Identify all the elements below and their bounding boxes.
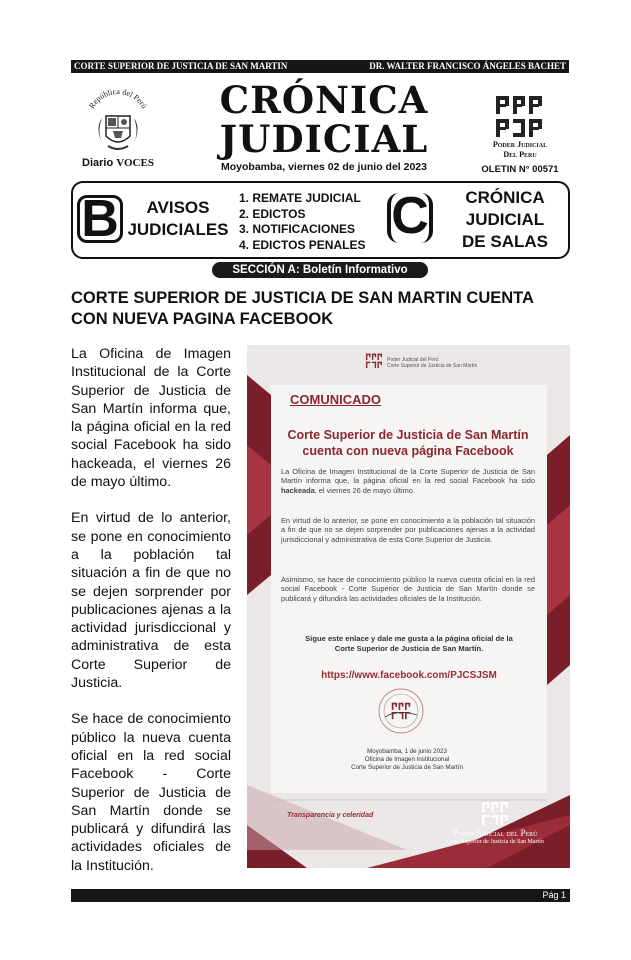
list-item: 4. EDICTOS PENALES xyxy=(239,237,366,252)
flyer-pj-title: Poder Judicial del Perú xyxy=(452,828,538,838)
comunicado-heading: COMUNICADO xyxy=(290,392,381,407)
poder-judicial-logo-icon xyxy=(494,94,544,140)
flyer-para1-text: La Oficina de Imagen Institucional de la Corte Superior de Justicia de San Martín informa que, la página oficial en la red social Facebook ha sido xyxy=(281,467,535,486)
list-item: 2. EDICTOS xyxy=(239,206,306,221)
comunicado-flyer xyxy=(247,345,570,868)
section-b-letter: B xyxy=(77,195,123,243)
flyer-top-logo-icon xyxy=(365,353,383,369)
cronica-judicial-salas xyxy=(445,187,565,253)
flyer-paragraph-2: En virtud de lo anterior, se pone en conocimiento a la población tal situación a fin de que no se dejen sorprender por publicaciones ajenas a la actividad jurisdiccional y administrativa de esta Corte Superior de Justicia. xyxy=(281,516,535,544)
pj-line-2: Del Peru xyxy=(503,150,537,159)
flyer-paragraph-3: Asimismo, se hace de conocimiento público la nueva cuenta oficial en la red social Facebook - Corte Superior de Justicia de San Martín donde se publicará y difundirá las actividades oficiales de la Institución. xyxy=(281,575,535,603)
director-name: DR. WALTER FRANCISCO ÁNGELES BACHET xyxy=(369,61,566,71)
section-c-letter: C xyxy=(387,193,433,243)
sections-box xyxy=(71,181,570,259)
flyer-title xyxy=(283,427,533,459)
facebook-link[interactable]: https://www.facebook.com/PJCSJSM xyxy=(321,670,497,681)
pj-line-1: Poder Judicial xyxy=(492,140,548,149)
list-item: 3. NOTIFICACIONES xyxy=(239,222,356,236)
top-header-bar xyxy=(71,60,569,73)
salas-line-3: DE SALAS xyxy=(462,232,548,251)
article-headline xyxy=(71,288,571,330)
headline-line-2: CON NUEVA PAGINA FACEBOOK xyxy=(71,310,334,328)
svg-text:República del Perú xyxy=(87,88,149,110)
flyer-follow-text xyxy=(287,634,531,654)
section-list xyxy=(239,191,365,253)
article-paragraph: En virtud de lo anterior, se pone en conocimiento a la población tal situación a fin de que no se dejen sorprender por publicaciones ajenas a la actividad jurisdiccional y administrativa de esta Corte Superior de Justicia. xyxy=(71,510,231,692)
flyer-top-org xyxy=(387,357,477,369)
flyer-pj-logo-icon xyxy=(481,801,509,827)
flyer-paragraph-1 xyxy=(281,467,535,495)
follow-line-2: Corte Superior de Justicia de San Martín. xyxy=(334,644,484,653)
flyer-signature xyxy=(307,748,507,771)
article-paragraph: Se hace de conocimiento público la nueva cuenta oficial en la red social Facebook - Corte Superior de Justicia de San Martín donde se publicará y difundirá las actividades oficiales de la Institución. xyxy=(71,711,231,874)
dateline: Moyobamba, viernes 02 de junio del 2023 xyxy=(221,161,427,173)
boletin-number: OLETIN N° 00571 xyxy=(481,164,559,175)
masthead-line-2: JUDICIAL xyxy=(219,117,429,161)
section-label: SECCIÓN A: Boletín Informativo xyxy=(212,262,428,278)
follow-line-1: Sigue este enlace y dale me gusta a la página oficial de la xyxy=(305,634,513,643)
masthead-line-1: CRÓNICA xyxy=(219,78,429,122)
flyer-title-line-1: Corte Superior de Justicia de San Martín xyxy=(287,428,529,442)
diario-voces-label xyxy=(76,157,160,169)
flyer-org-line-2: Corte Superior de Justicia de San Martín xyxy=(387,363,478,369)
sign-date: Moyobamba, 1 de junio 2023 xyxy=(367,748,447,755)
page-number: Pág 1 xyxy=(542,890,566,900)
flyer-pj-court: Corte Superior de Justicia de San Martín xyxy=(446,839,544,845)
avisos-line-1: AVISOS xyxy=(146,198,210,217)
salas-line-2: JUDICIAL xyxy=(465,210,545,229)
sign-court: Corte Superior de Justicia de San Martín xyxy=(351,763,463,771)
headline-line-1: CORTE SUPERIOR DE JUSTICIA DE SAN MARTIN CUENTA xyxy=(71,289,534,307)
list-item: 1. REMATE JUDICIAL xyxy=(239,191,361,205)
flyer-para1-bold: hackeada xyxy=(281,485,315,495)
diario-prefix: Diario xyxy=(82,157,117,169)
avisos-judiciales xyxy=(123,197,233,241)
official-stamp-icon xyxy=(377,687,425,735)
article-body xyxy=(71,345,231,893)
flyer-pj-name xyxy=(425,829,565,847)
sign-office: Oficina de Imagen Institucional xyxy=(364,755,450,763)
salas-line-1: CRÓNICA xyxy=(465,188,545,207)
flyer-para1-end: , el viernes 26 de mayo último. xyxy=(314,485,415,495)
seal-arc-text: República del Perú xyxy=(87,88,149,111)
flyer-slogan: Transparencia y celeridad xyxy=(287,812,374,819)
avisos-line-2: JUDICIALES xyxy=(127,220,229,239)
court-name: CORTE SUPERIOR DE JUSTICIA DE SAN MARTIN xyxy=(74,61,288,71)
footer-bar xyxy=(71,889,570,902)
flyer-title-line-2: cuenta con nueva página Facebook xyxy=(302,444,514,458)
article-paragraph: La Oficina de Imagen Institucional de la Corte Superior de Justicia de San Martín informa que, la página oficial en la red social Facebook ha sido hackeada, el viernes 26 de mayo último. xyxy=(71,346,231,491)
flyer-org-line-1: Poder Judicial del Perú xyxy=(387,357,439,363)
peru-seal-icon xyxy=(82,88,154,158)
poder-judicial-text xyxy=(480,140,560,160)
masthead xyxy=(210,78,438,161)
diario-name: VOCES xyxy=(116,157,154,169)
